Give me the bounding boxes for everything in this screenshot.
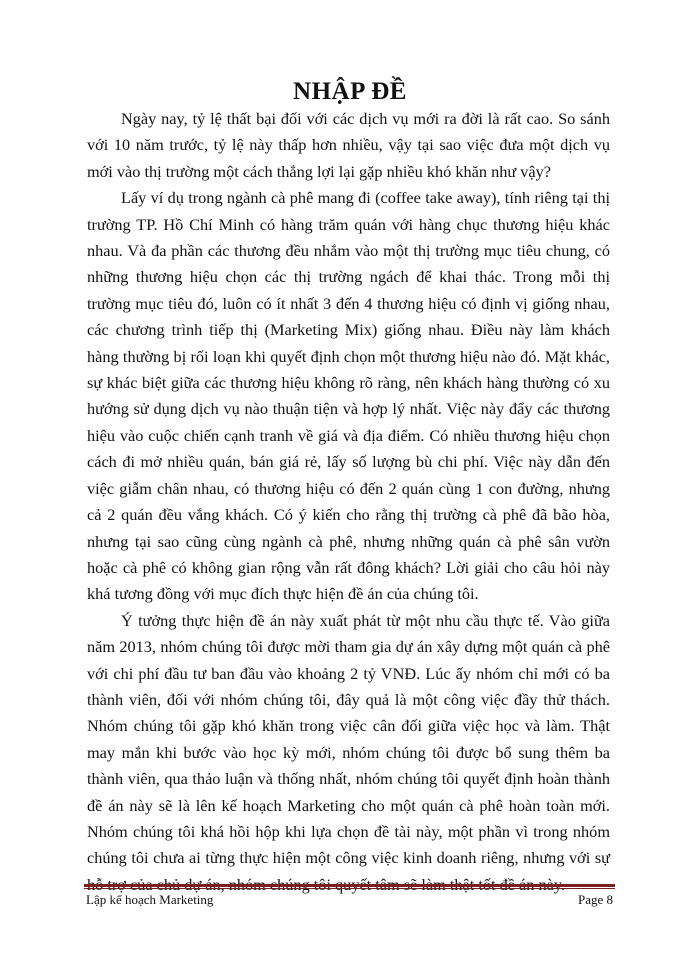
- page-title: NHẬP ĐỀ: [293, 78, 407, 105]
- footer-page-number: Page 8: [577, 892, 613, 907]
- paragraph-intro: Ngày nay, tỷ lệ thất bại đối với các dịch vụ mới ra đời là rất cao. So sánh với 10 năm trước, tỷ lệ này thấp hơn nhiều, vậy tại sao việc đưa một dịch vụ mới vào thị trường một cách thắng lợi lại gặp nhiều khó khăn như vậy?: [87, 109, 610, 181]
- paragraph-example: Lấy ví dụ trong ngành cà phê mang đi (coffee take away), tính riêng tại thị trường TP. Hồ Chí Minh có hàng trăm quán với hàng chục thương hiệu khác nhau. Và đa phần các thương đều nhắm vào một thị trường mục tiêu chung, có những thương hiệu chọn các thị trường ngách để khai thác. Trong mỗi thị trường mục tiêu đó, luôn có ít nhất 3 đến 4 thương hiệu có định vị giống nhau, các chương trình tiếp thị (Marketing Mix) giống nhau. Điều này làm khách hàng thường bị rối loạn khi quyết định chọn một thương hiệu nào đó. Mặt khác, sự khác biệt giữa các thương hiệu không rõ ràng, nên khách hàng thường có xu hướng sử dụng dịch vụ nào thuận tiện và hợp lý nhất. Việc này đẩy các thương hiệu vào cuộc chiến cạnh tranh về giá và địa điểm. Có nhiều thương hiệu chọn cách đi mở nhiều quán, bán giá rẻ, lấy số lượng bù chi phí. Việc này dẫn đến việc giẫm chân nhau, có thương hiệu có đến 2 quán cùng 1 con đường, nhưng cả 2 quán đều vắng khách. Có ý kiến cho rằng thị trường cà phê đã bão hòa, nhưng tại sao cũng cùng ngành cà phê, nhưng những quán cà phê sân vườn hoặc cà phê có không gian rộng vẫn rất đông khách? Lời giải cho câu hỏi này khá tương đồng với mục đích thực hiện đề án của chúng tôi.: [87, 188, 610, 604]
- footer-divider-thin: [84, 888, 615, 889]
- footer-document-title: Lập kế hoạch Marketing: [86, 892, 214, 907]
- paragraph-idea: Ý tưởng thực hiện đề án này xuất phát từ một nhu cầu thực tế. Vào giữa năm 2013, nhóm chúng tôi được mời tham gia dự án xây dựng một quán cà phê với chi phí đầu tư ban đầu vào khoảng 2 tỷ VNĐ. Lúc ấy nhóm chỉ mới có ba thành viên, đối với nhóm chúng tôi, đây quả là một công việc đầy thử thách. Nhóm chúng tôi gặp khó khăn trong việc cân đối giữa việc học và làm. Thật may mắn khi bước vào học kỳ mới, nhóm chúng tôi được bổ sung thêm ba thành viên, qua thảo luận và thống nhất, nhóm chúng tôi quyết định hoàn thành đề án này sẽ là lên kế hoạch Marketing cho một quán cà phê hoàn toàn mới. Nhóm chúng tôi khá hồi hộp khi lựa chọn đề tài này, một phần vì trong nhóm chúng tôi chưa ai từng thực hiện một công việc kinh doanh riêng, nhưng với sự: [87, 610, 610, 868]
- body-text: [87, 106, 610, 898]
- footer-divider: [84, 884, 615, 887]
